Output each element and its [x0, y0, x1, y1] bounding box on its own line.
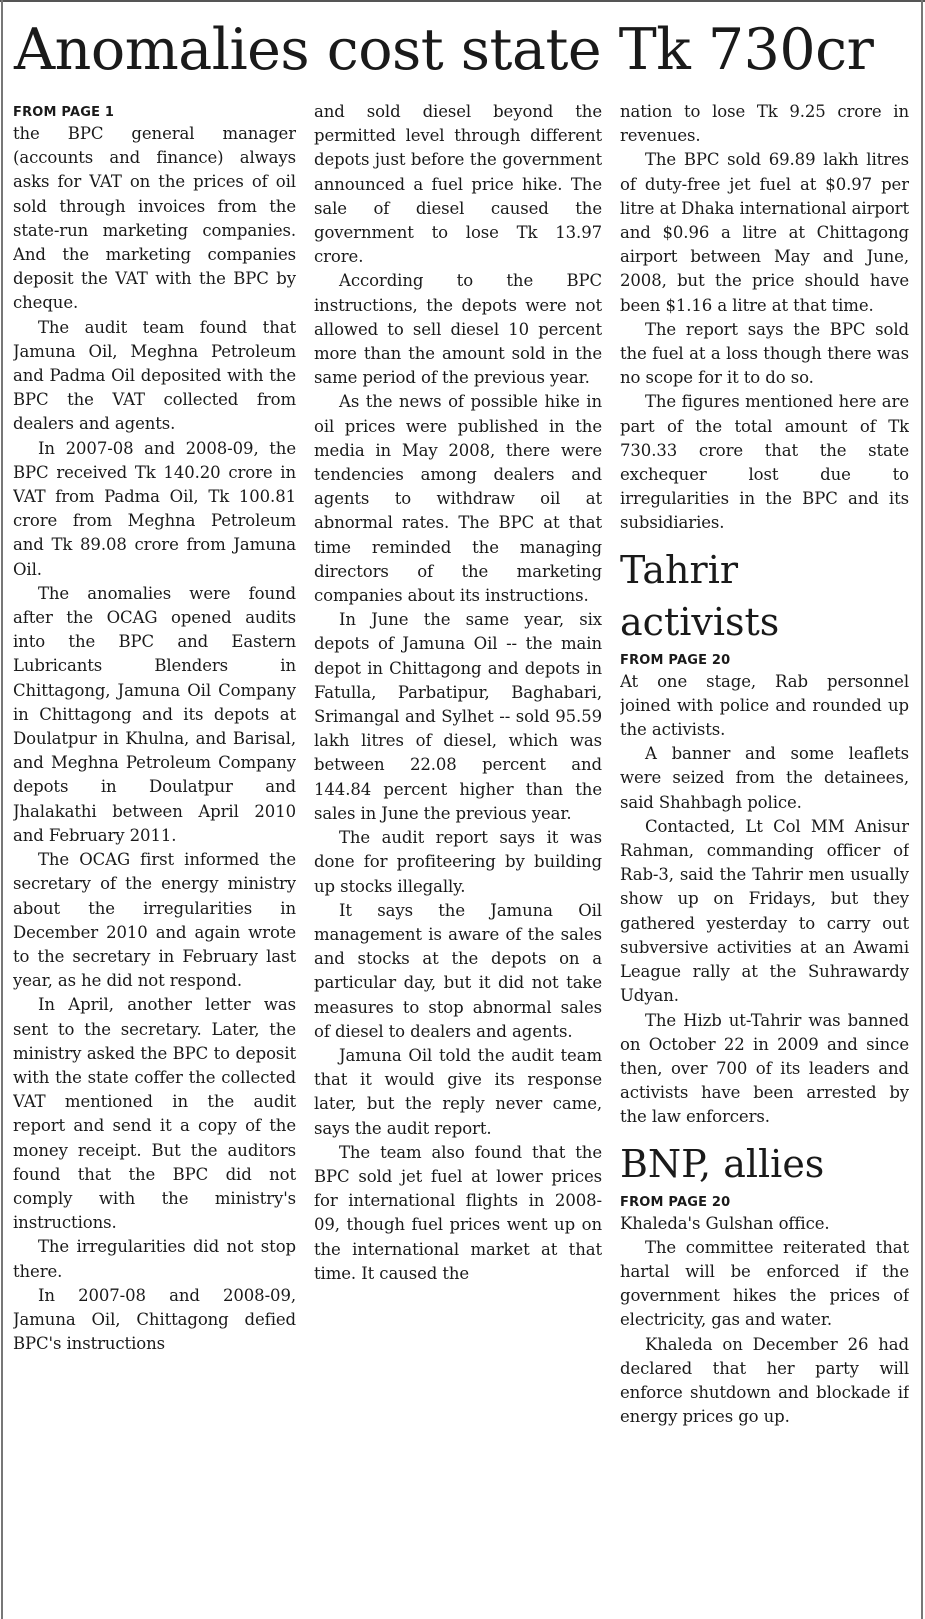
article-paragraph: Jamuna Oil told the audit team that it would give its response later, but the reply never came, says the audit report.: [314, 1045, 602, 1138]
article-paragraph: The audit report says it was done for profiteering by building up stocks illegally.: [314, 828, 602, 896]
article-paragraph: nation to lose Tk 9.25 crore in revenues.: [620, 102, 909, 146]
article-paragraph: the BPC general manager (accounts and finance) always asks for VAT on the prices of oil sold through invoices from the state-run marketing companies. And the marketing companies deposit the VAT with the BPC by cheque.: [13, 124, 296, 313]
article-paragraph: In 2007-08 and 2008-09, Jamuna Oil, Chittagong defied BPC's instructions: [13, 1285, 296, 1354]
article-paragraph: Khaleda on December 26 had declared that her party will enforce shutdown and blockade if energy prices go up.: [620, 1334, 909, 1427]
section-headline: Tahrir activists: [620, 547, 780, 644]
continuation-kicker: FROM PAGE 20: [620, 1194, 731, 1210]
article-paragraph: According to the BPC instructions, the depots were not allowed to sell diesel 10 percent more than the amount sold in the same period of the previous year.: [314, 271, 602, 388]
article-paragraph: In 2007-08 and 2008-09, the BPC received Tk 140.20 crore in VAT from Padma Oil, Tk 100.81 crore from Meghna Petroleum and Tk 89.08 crore from Jamuna Oil.: [13, 438, 296, 579]
article-paragraph: The Hizb ut-Tahrir was banned on October 22 in 2009 and since then, over 700 of its leaders and activists have been arrested by the law enforcers.: [620, 1010, 909, 1127]
article-paragraph: Khaleda's Gulshan office.: [620, 1213, 830, 1233]
continuation-kicker: FROM PAGE 20: [620, 652, 731, 668]
article-paragraph: A banner and some leaflets were seized from the detainees, said Shahbagh police.: [620, 744, 909, 812]
top-rule: [0, 0, 925, 2]
article-paragraph: At one stage, Rab personnel joined with police and rounded up the activists.: [620, 671, 909, 740]
article-paragraph: The team also found that the BPC sold jet fuel at lower prices for international flights in 2008-09, though fuel prices went up on the international market at that time. It caused the: [314, 1142, 602, 1283]
column-2: [314, 100, 602, 1615]
article-paragraph: The BPC sold 69.89 lakh litres of duty-free jet fuel at $0.97 per litre at Dhaka international airport and $0.96 a litre at Chittagong airport between May and June, 2008, but the price should have been $1.16 a litre at that time.: [620, 150, 909, 315]
article-paragraph: and sold diesel beyond the permitted level through different depots just before the government announced a fuel price hike. The sale of diesel caused the government to lose Tk 13.97 crore.: [314, 102, 602, 267]
article-paragraph: In April, another letter was sent to the secretary. Later, the ministry asked the BPC to deposit with the state coffer the collected VAT mentioned in the audit report and send it a copy of the money receipt. But the auditors found that the BPC did not comply with the ministry's instructions.: [13, 995, 296, 1233]
section-headline: BNP, allies: [620, 1141, 825, 1186]
article-paragraph: As the news of possible hike in oil prices were published in the media in May 2008, there were tendencies among dealers and agents to withdraw oil at abnormal rates. The BPC at that time reminded the managing directors of the marketing companies about its instructions.: [314, 392, 602, 606]
left-rule: [1, 0, 3, 1619]
article-paragraph: The irregularities did not stop there.: [13, 1237, 296, 1281]
article-paragraph: It says the Jamuna Oil management is aware of the sales and stocks at the depots on a particular day, but it did not take measures to stop abnormal sales of diesel to dealers and agents.: [314, 900, 602, 1041]
article-paragraph: The audit team found that Jamuna Oil, Meghna Petroleum and Padma Oil deposited with the BPC the VAT collected from dealers and agents.: [13, 317, 296, 434]
right-rule: [921, 0, 923, 1619]
headline: Anomalies cost state Tk 730cr: [14, 17, 874, 83]
column-1: [13, 100, 296, 1615]
article-paragraph: In June the same year, six depots of Jamuna Oil -- the main depot in Chittagong and depots in Fatulla, Parbatipur, Baghabari, Srimangal and Sylhet -- sold 95.59 lakh litres of diesel, which was between 22.08 percent and 144.84 percent higher than the sales in June the previous year.: [314, 610, 602, 823]
continuation-kicker: FROM PAGE 1: [13, 105, 115, 120]
article-paragraph: The figures mentioned here are part of the total amount of Tk 730.33 crore that the state exchequer lost due to irregularities in the BPC and its subsidiaries.: [620, 392, 909, 533]
column-3: [620, 100, 909, 1615]
article-paragraph: Contacted, Lt Col MM Anisur Rahman, commanding officer of Rab-3, said the Tahrir men usually show up on Fridays, but they gathered yesterday to carry out subversive activities at an Awami League rally at the Suhrawardy Udyan.: [620, 816, 909, 1006]
article-paragraph: The committee reiterated that hartal will be enforced if the government hikes the prices of electricity, gas and water.: [620, 1237, 909, 1330]
article-paragraph: The OCAG first informed the secretary of the energy ministry about the irregularities in December 2010 and again wrote to the secretary in February last year, as he did not respond.: [13, 850, 296, 991]
article-paragraph: The report says the BPC sold the fuel at a loss though there was no scope for it to do so.: [620, 319, 909, 388]
article-paragraph: The anomalies were found after the OCAG opened audits into the BPC and Eastern Lubricants Blenders in Chittagong, Jamuna Oil Company in Chittagong and its depots at Doulatpur in Khulna, and Barisal, and Meghna Petroleum Company depots in Doulatpur and Jhalakathi between April 2010 and February 2011.: [13, 583, 296, 845]
